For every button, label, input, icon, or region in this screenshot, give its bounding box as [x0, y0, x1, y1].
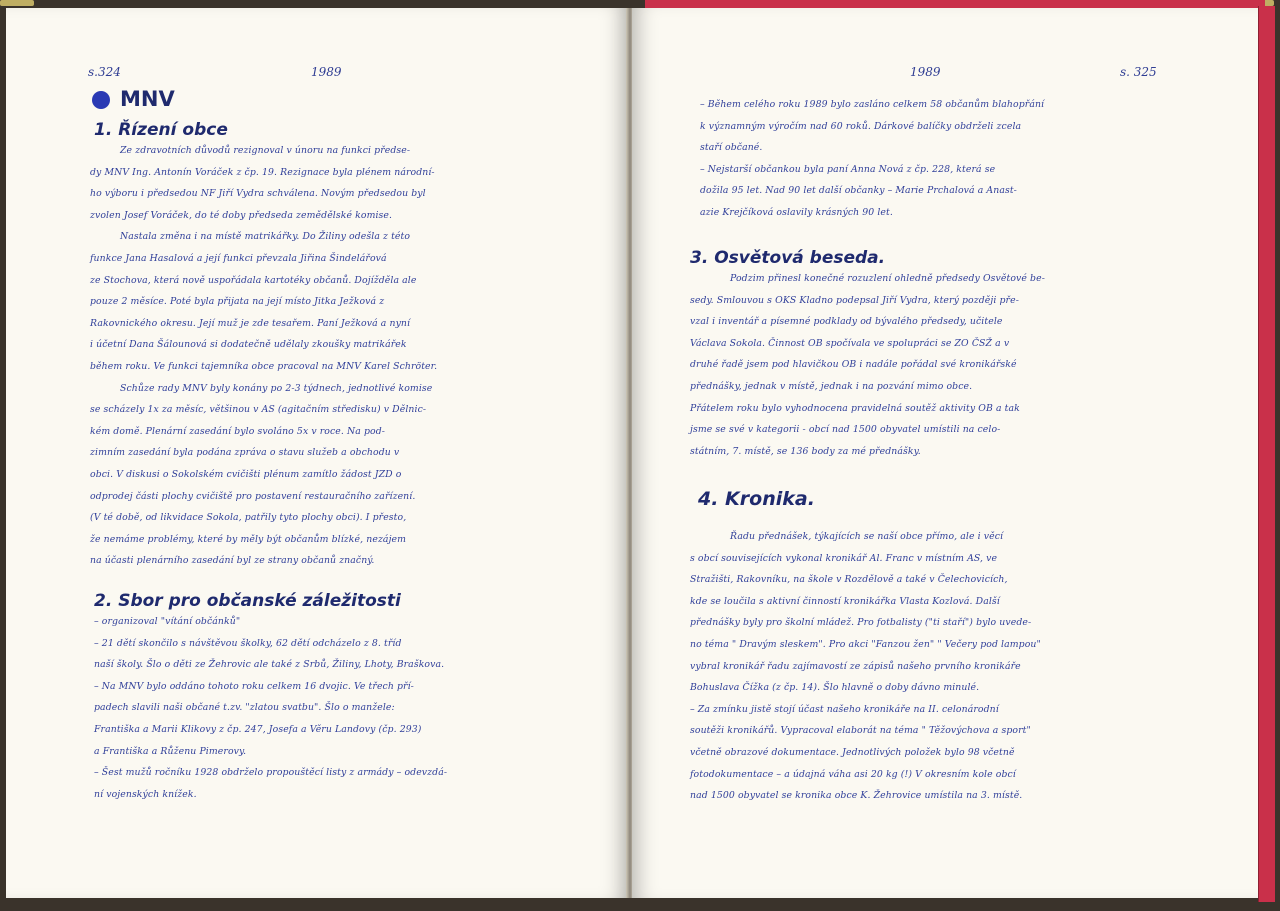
right-page: [632, 8, 1258, 898]
text-line: Františka a Marii Klikovy z čp. 247, Josefa a Věru Landovy (čp. 293): [94, 723, 422, 735]
text-line: – Nejstarší občankou byla paní Anna Nová z čp. 228, která se: [700, 163, 996, 175]
text-line: ní vojenských knížek.: [94, 788, 197, 800]
section-title-2: 2. Sbor pro občanské záležitosti: [94, 591, 401, 611]
text-line: i účetní Dana Šálounová si dodatečně udělaly zkoušky matrikářek: [90, 339, 407, 351]
text-line: obci. V diskusi o Sokolském cvičišti plénum zamítlo žádost JZD o: [90, 468, 402, 480]
text-line: Řadu přednášek, týkajících se naší obce přímo, ale i věcí: [730, 531, 1004, 542]
text-line: že nemáme problémy, které by měly být občanům blízké, nezájem: [90, 533, 407, 545]
text-line: včetně obrazové dokumentace. Jednotlivých položek bylo 98 včetně: [690, 746, 1015, 758]
page-edge-red: [1258, 6, 1275, 902]
text-line: Podzim přinesl konečné rozuzlení ohledně předsedy Osvětové be-: [730, 273, 1045, 284]
text-line: funkce Jana Hasalová a její funkci převzala Jiřina Šindelářová: [90, 252, 387, 264]
section-body-3: [690, 268, 1045, 462]
text-line: se scházely 1x za měsíc, většinou v AS (agitačním středisku) v Dělnic-: [90, 404, 427, 416]
text-line: fotodokumentace – a údajná váha asi 20 kg (!) V okresním kole obcí: [690, 768, 1016, 780]
text-line: dožila 95 let. Nad 90 let další občanky – Marie Prchalová a Anast-: [700, 185, 1017, 197]
text-line: soutěži kronikářů. Vypracoval elaborát na téma " Těžovýchova a sport": [690, 725, 1031, 737]
text-line: kde se loučila s aktivní činností kronikářka Vlasta Kozlová. Další: [690, 595, 1000, 607]
text-line: během roku. Ve funkci tajemníka obce pracoval na MNV Karel Schröter.: [90, 360, 438, 372]
text-line: přednášky byly pro školní mládež. Pro fotbalisty ("ti staří") bylo uvede-: [690, 617, 1032, 629]
text-line: nad 1500 obyvatel se kronika obce K. Žehrovice umístila na 3. místě.: [690, 790, 1023, 802]
right-page-number: s. 325: [1120, 65, 1157, 79]
text-line: zimním zasedání byla podána zpráva o stavu služeb a obchodu v: [90, 447, 400, 459]
text-line: sedy. Smlouvou s OKS Kladno podepsal Jiří Vydra, který později pře-: [690, 294, 1019, 306]
text-line: – Během celého roku 1989 bylo zasláno celkem 58 občanům blahopřání: [700, 99, 1045, 110]
text-line: staří občané.: [700, 142, 763, 154]
section-title-1: 1. Řízení obce: [94, 120, 228, 140]
text-line: Bohuslava Čížka (z čp. 14). Šlo hlavně o doby dávno minulé.: [690, 682, 980, 694]
left-page-year: 1989: [311, 65, 342, 79]
section-body-1: [90, 140, 437, 572]
text-line: Stražišti, Rakovníku, na škole v Rozdělově a také v Čelechovicích,: [690, 574, 1008, 586]
chapter-heading: MNV: [120, 87, 175, 111]
text-line: vzal i inventář a písemné podklady od bývalého předsedy, učitele: [690, 316, 1003, 328]
left-page-number: s.324: [88, 65, 121, 79]
text-line: státním, 7. místě, se 136 body za mé přednášky.: [690, 445, 921, 457]
text-line: jsme se své v kategorii - obcí nad 1500 obyvatel umístili na celo-: [690, 424, 1001, 436]
text-line: – 21 dětí skončilo s návštěvou školky, 62 dětí odcházelo z 8. tříd: [94, 637, 402, 649]
text-line: a Františka a Růženu Pimerovy.: [94, 745, 247, 757]
text-line: na účasti plenárního zasedání byl ze strany občanů značný.: [90, 555, 375, 567]
text-line: přednášky, jednak v místě, jednak i na pozvání mimo obce.: [690, 380, 973, 392]
text-line: (V té době, od likvidace Sokola, patřily tyto plochy obci). I přesto,: [90, 512, 407, 524]
text-line: azie Krejčíková oslavily krásných 90 let.: [700, 206, 893, 218]
blue-dot-icon: [92, 91, 110, 109]
page-edge-top: [645, 0, 1265, 8]
text-line: k významným výročím nad 60 roků. Dárkové balíčky obdrželi zcela: [700, 120, 1022, 132]
section-body-2: [94, 611, 447, 805]
text-line: odprodej části plochy cvičiště pro postavení restauračního zařízení.: [90, 490, 416, 502]
text-line: – organizoval "vítání občánků": [94, 616, 241, 627]
text-line: s obcí souvisejících vykonal kronikář Al. Franc v místním AS, ve: [690, 552, 998, 564]
section-title-3: 3. Osvětová beseda.: [690, 248, 886, 268]
left-page: [6, 8, 628, 898]
text-line: Přátelem roku bylo vyhodnocena pravidelná soutěž aktivity OB a tak: [690, 402, 1020, 414]
text-line: Václava Sokola. Činnost OB spočívala ve spolupráci se ZO ČSŽ a v: [690, 337, 1010, 349]
text-line: – Na MNV bylo oddáno tohoto roku celkem 16 dvojic. Ve třech pří-: [94, 680, 414, 692]
text-line: ze Stochova, která nově uspořádala kartotéky občanů. Dojížděla ale: [90, 274, 417, 286]
text-line: – Za zmínku jistě stojí účast našeho kronikáře na II. celonárodní: [690, 703, 999, 715]
text-line: kém domě. Plenární zasedání bylo svoláno 5x v roce. Na pod-: [90, 425, 385, 437]
text-line: dy MNV Ing. Antonín Voráček z čp. 19. Rezignace byla plénem národní-: [90, 166, 435, 178]
section-title-4: 4. Kronika.: [698, 488, 815, 510]
text-line: no téma " Dravým sleskem". Pro akci "Fanzou žen" " Večery pod lampou": [690, 638, 1041, 650]
text-line: ho výboru i předsedou NF Jiří Vydra schválena. Novým předsedou byl: [90, 188, 426, 200]
text-line: padech slavili naši občané t.zv. "zlatou svatbu". Šlo o manžele:: [94, 702, 395, 714]
text-line: druhé řadě jsem pod hlavičkou OB i nadále pořádal své kronikářské: [690, 359, 1017, 371]
intro-body: [700, 94, 1044, 224]
text-line: Rakovnického okresu. Její muž je zde tesařem. Paní Ježková a nyní: [90, 317, 411, 329]
right-page-year: 1989: [910, 65, 941, 79]
text-line: naší školy. Šlo o děti ze Žehrovic ale také z Srbů, Žiliny, Lhoty, Braškova.: [94, 659, 445, 671]
text-line: Ze zdravotních důvodů rezignoval v únoru na funkci předse-: [120, 145, 411, 156]
binding-clip-left: [0, 0, 34, 6]
text-line: zvolen Josef Voráček, do té doby předseda zemědělské komise.: [90, 209, 393, 221]
section-body-4: [690, 526, 1041, 807]
text-line: – Šest mužů ročníku 1928 obdrželo propouštěcí listy z armády – odevzdá-: [94, 767, 448, 779]
text-line: pouze 2 měsíce. Poté byla přijata na její místo Jitka Ježková z: [90, 296, 385, 308]
text-line: Nastala změna i na místě matrikářky. Do Žiliny odešla z této: [120, 231, 411, 243]
text-line: Schůze rady MNV byly konány po 2-3 týdnech, jednotlivé komise: [120, 382, 433, 394]
text-line: vybral kronikář řadu zajímavostí ze zápisů našeho prvního kronikáře: [690, 660, 1021, 672]
